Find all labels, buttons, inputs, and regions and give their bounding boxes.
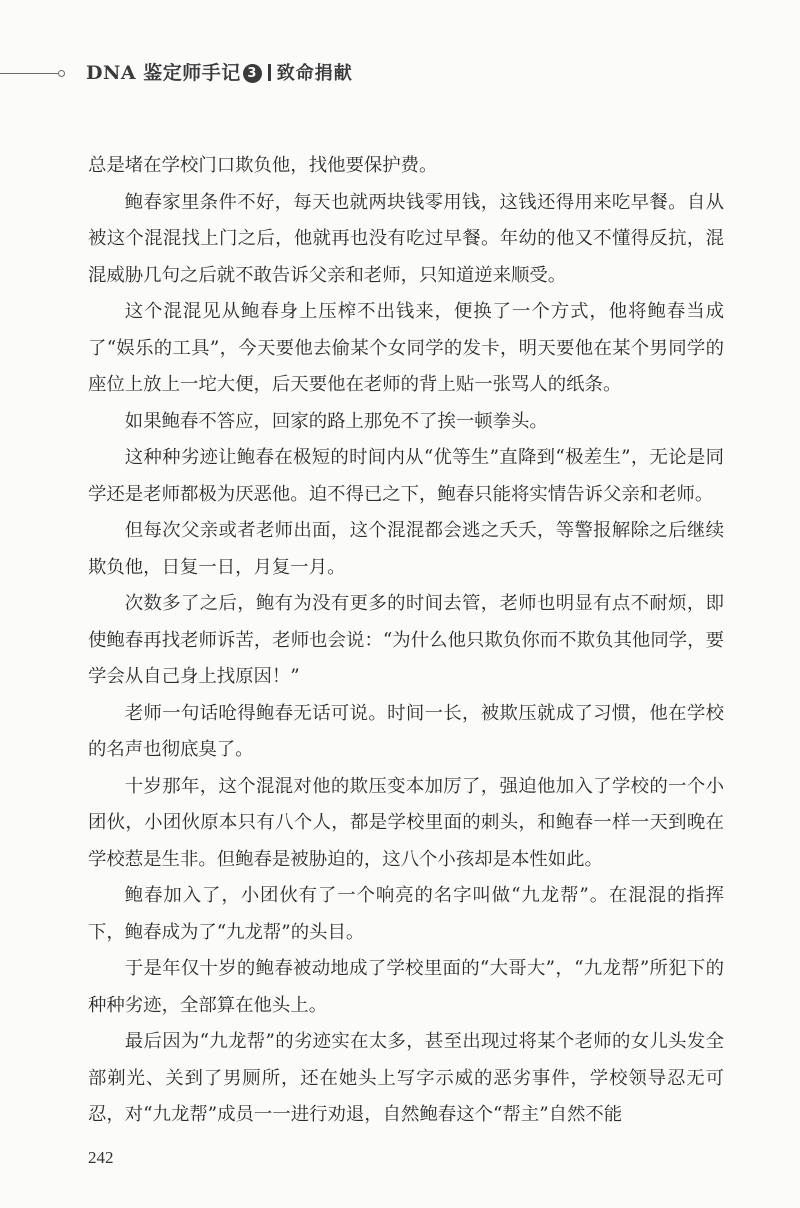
paragraph: 于是年仅十岁的鲍春被动地成了学校里面的“大哥大”，“九龙帮”所犯下的种种劣迹，全部算在他头上。 bbox=[88, 958, 724, 1016]
header-separator bbox=[268, 64, 271, 81]
page-number: 242 bbox=[88, 1148, 114, 1167]
volume-number: 3 bbox=[243, 64, 262, 83]
header-rule bbox=[0, 73, 58, 74]
book-title: DNA 鉴定师手记 bbox=[86, 62, 241, 84]
book-subtitle: 致命捐献 bbox=[276, 63, 353, 84]
paragraph: 鲍春家里条件不好，每天也就两块钱零用钱，这钱还得用来吃早餐。自从被这个混混找上门之后，他就再也没有吃过早餐。年幼的他又不懂得反抗，混混威胁几句之后就不敢告诉父亲和老师，只知道逆来顺受。 bbox=[88, 191, 724, 286]
paragraph-continuation: 总是堵在学校门口欺负他，找他要保护费。 bbox=[88, 155, 438, 176]
header-ornament-dot bbox=[58, 70, 65, 77]
paragraph: 最后因为“九龙帮”的劣迹实在太多，甚至出现过将某个老师的女儿头发全部剃光、关到了男厕所，还在她头上写字示威的恶劣事件，学校领导忍无可忍，对“九龙帮”成员一一进行劝退，自然鲍春这个“帮主”自然不能 bbox=[88, 1031, 724, 1125]
paragraph: 老师一句话呛得鲍春无话可说。时间一长，被欺压就成了习惯，他在学校的名声也彻底臭了。 bbox=[88, 702, 724, 760]
paragraph: 鲍春加入了，小团伙有了一个响亮的名字叫做“九龙帮”。在混混的指挥下，鲍春成为了“九龙帮”的头目。 bbox=[88, 885, 724, 943]
paragraph: 但每次父亲或者老师出面，这个混混都会逃之夭夭，等警报解除之后继续欺负他，日复一日，月复一月。 bbox=[88, 520, 724, 578]
paragraph: 如果鲍春不答应，回家的路上那免不了挨一顿拳头。 bbox=[124, 410, 548, 432]
paragraph: 这种种劣迹让鲍春在极短的时间内从“优等生”直降到“极差生”，无论是同学还是老师都极为厌恶他。迫不得已之下，鲍春只能将实情告诉父亲和老师。 bbox=[88, 447, 724, 505]
paragraph: 十岁那年，这个混混对他的欺压变本加厉了，强迫他加入了学校的一个小团伙，小团伙原本只有八个人，都是学校里面的刺头，和鲍春一样一天到晚在学校惹是生非。但鲍春是被胁迫的，这八个小孩却是本性如此。 bbox=[88, 775, 724, 870]
paragraph: 这个混混见从鲍春身上压榨不出钱来，便换了一个方式，他将鲍春当成了“娱乐的工具”，今天要他去偷某个女同学的发卡，明天要他在某个男同学的座位上放上一坨大便，后天要他在老师的背上贴一张骂人的纸条。 bbox=[88, 301, 724, 395]
body-text bbox=[88, 148, 724, 1134]
paragraph: 次数多了之后，鲍有为没有更多的时间去管，老师也明显有点不耐烦，即使鲍春再找老师诉苦，老师也会说：“为什么他只欺负你而不欺负其他同学，要学会从自己身上找原因！” bbox=[88, 593, 724, 687]
running-header bbox=[86, 58, 353, 85]
